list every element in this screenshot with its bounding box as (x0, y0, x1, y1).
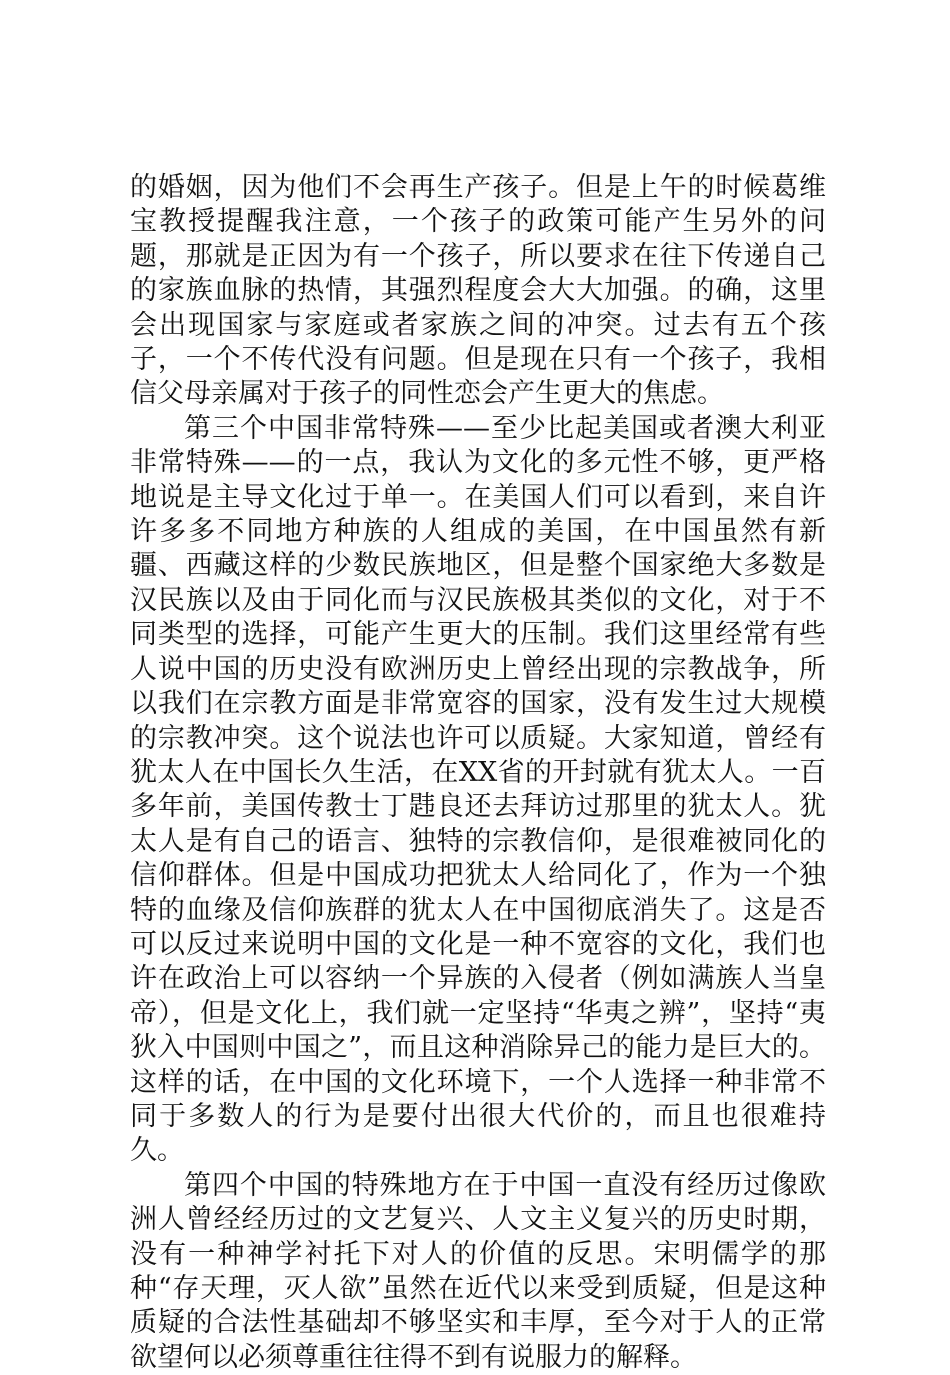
document-body (130, 171, 826, 1375)
paragraph-third-point: 第三个中国非常特殊——至少比起美国或者澳大利亚非常特殊——的一点，我认为文化的多元性不够，更严格地说是主导文化过于单一。在美国人们可以看到，来自许许多多不同地方种族的人组成的美国，在中国虽然有新疆、西藏这样的少数民族地区，但是整个国家绝大多数是汉民族以及由于同化而与汉民族极其类似的文化，对于不同类型的选择，可能产生更大的压制。我们这里经常有些人说中国的历史没有欧洲历史上曾经出现的宗教战争，所以我们在宗教方面是非常宽容的国家，没有发生过大规模的宗教冲突。这个说法也许可以质疑。大家知道，曾经有犹太人在中国长久生活，在XX省的开封就有犹太人。一百多年前，美国传教士丁韪良还去拜访过那里的犹太人。犹太人是有自己的语言、独特的宗教信仰，是很难被同化的信仰群体。但是中国成功把犹太人给同化了，作为一个独特的血缘及信仰族群的犹太人在中国彻底消失了。这是否可以反过来说明中国的文化是一种不宽容的文化，我们也许在政治上可以容纳一个异族的入侵者（例如满族人当皇帝），但是文化上，我们就一定坚持“华夷之辨”，坚持“夷狄入中国则中国之”，而且这种消除异己的能力是巨大的。这样的话，在中国的文化环境下，一个人选择一种非常不同于多数人的行为是要付出很大代价的，而且也很难持久。 (130, 412, 826, 1167)
paragraph-fourth-point: 第四个中国的特殊地方在于中国一直没有经历过像欧洲人曾经经历过的文艺复兴、人文主义复兴的历史时期，没有一种神学衬托下对人的价值的反思。宋明儒学的那种“存天理，灭人欲”虽然在近代以来受到质疑，但是这种质疑的合法性基础却不够坚实和丰厚，至今对于人的正常欲望何以必须尊重往往得不到有说服力的解释。 (130, 1169, 826, 1373)
paragraph-continuation: 的婚姻，因为他们不会再生产孩子。但是上午的时候葛维宝教授提醒我注意，一个孩子的政策可能产生另外的问题，那就是正因为有一个孩子，所以要求在往下传递自己的家族血脉的热情，其强烈程度会大大加强。的确，这里会出现国家与家庭或者家族之间的冲突。过去有五个孩子，一个不传代没有问题。但是现在只有一个孩子，我相信父母亲属对于孩子的同性恋会产生更大的焦虑。 (130, 172, 826, 410)
